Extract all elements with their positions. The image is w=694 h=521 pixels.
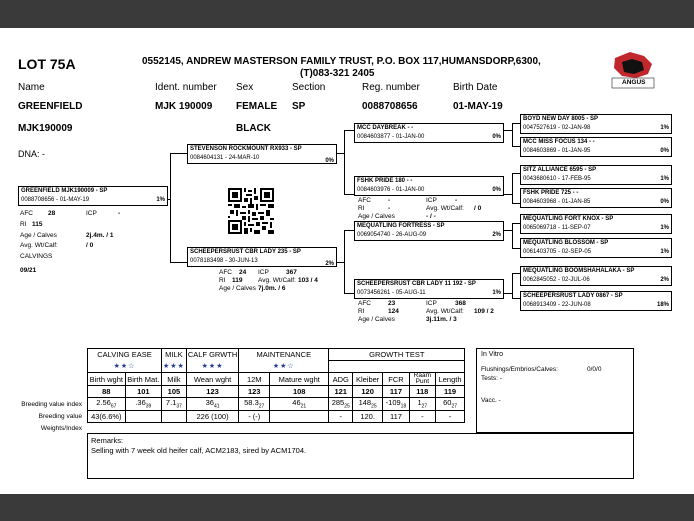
gen3-name: BOYD NEW DAY 8005 - SP — [523, 116, 599, 122]
calvings-value: 09/21 — [20, 267, 37, 274]
group-milk: MILK — [162, 349, 187, 361]
dd-name: SCHEEPERSRUST CBR LADY 11 192 - SP — [357, 281, 476, 287]
header-birth: Birth Date — [453, 82, 498, 93]
gen3-box-1 — [520, 114, 672, 134]
bv-accuracy: 37 — [176, 403, 182, 410]
sd-afc-label: AFC — [358, 197, 371, 204]
wi-cell — [270, 410, 329, 422]
gen3-name: MEQUATLING FORT KNOX - SP — [523, 216, 614, 222]
self-ri: 115 — [32, 221, 43, 228]
bv-accuracy: 27 — [421, 403, 428, 410]
gen3-reg: 0065069718 - 11-SEP-07 — [523, 225, 591, 231]
bv-cell — [409, 398, 435, 411]
pedigree-line — [170, 153, 187, 154]
dd-reg: 0073456261 - 05-AUG-11 — [357, 290, 426, 296]
group-maintenance: MAINTENANCE — [239, 349, 329, 361]
animal-ident: MJK 190009 — [155, 101, 213, 112]
self-afc-label: AFC — [20, 210, 33, 217]
bv-value: 58.3 — [244, 398, 259, 407]
ds-name: MEQUATLING FORTRESS - SP — [357, 223, 445, 229]
gen3-reg: 0084603968 - 01-JAN-85 — [523, 199, 591, 205]
bv-accuracy: 27 — [258, 403, 265, 410]
gen3-name: SITZ ALLIANCE 6595 - SP — [523, 167, 597, 173]
invitro-label: In Vitro — [481, 351, 504, 358]
header-section: Section — [292, 82, 326, 93]
gen3-box-8 — [520, 291, 672, 311]
bv-accuracy: 25 — [344, 403, 350, 410]
catalogue-page — [0, 28, 694, 494]
wi-cell: 43(6.6%) — [88, 410, 126, 422]
dam-wt-label: Avg. Wt/Calf: — [258, 277, 296, 284]
self-box-name: GREENFIELD MJK190009 - SP — [21, 188, 108, 194]
ss-index: 0% — [492, 134, 501, 140]
animal-name: GREENFIELD — [18, 101, 83, 112]
dd-age-label: Age / Calves — [358, 316, 395, 323]
dam-icp: 367 — [286, 269, 297, 276]
self-ri-label: RI — [20, 221, 27, 228]
dam-reg: 0078183498 - 30-JUN-13 — [190, 258, 258, 264]
pedigree-line — [336, 262, 344, 263]
pedigree-line — [170, 153, 171, 263]
animal-section: SP — [292, 101, 306, 112]
dd-ri: 124 — [388, 308, 399, 315]
ds-reg: 0069054740 - 26-AUG-09 — [357, 232, 427, 238]
bv-value: 2.56 — [96, 398, 111, 407]
wi-cell: 117 — [383, 410, 410, 422]
bvi-cell: 105 — [162, 386, 187, 398]
dna-label: DNA: - — [18, 149, 45, 159]
row-label-bv: Breeding value — [38, 413, 82, 420]
dam-age-label: Age / Calves — [219, 285, 256, 292]
pedigree-line — [344, 130, 354, 131]
bvi-cell: 119 — [435, 386, 464, 398]
pedigree-line — [344, 230, 354, 231]
dam-age: 7j.0m. / 6 — [258, 285, 286, 292]
flushings-value: 0/0/0 — [587, 366, 602, 373]
gen3-name: MCC MISS FOCUS 134 - - — [523, 139, 595, 145]
bv-value: .36 — [135, 398, 146, 407]
self-afc: 28 — [48, 210, 56, 217]
bv-accuracy: 67 — [110, 403, 117, 410]
pedigree-line — [344, 230, 345, 294]
pedigree-line — [503, 230, 512, 231]
gen3-index: 0% — [660, 148, 669, 154]
remarks-box — [87, 433, 634, 479]
gen3-index: 1% — [660, 125, 669, 131]
bv-value: 285 — [331, 398, 345, 407]
group-growth-test: GROWTH TEST — [329, 349, 465, 361]
col-raam-punt: Raam Punt — [409, 373, 435, 386]
side-info-box — [476, 348, 634, 433]
self-box-reg: 0088708656 - 01-MAY-19 — [21, 197, 90, 203]
bv-cell — [435, 398, 464, 411]
sire-name: STEVENSON ROCKMOUNT RX933 - SP — [190, 146, 302, 152]
sire-reg: 0084604131 - 24-MAR-10 — [190, 155, 260, 161]
bv-cell — [239, 398, 270, 411]
calvings-label: CALVINGS — [20, 253, 53, 260]
self-wean: / 0 — [86, 242, 94, 249]
bv-cell — [383, 398, 410, 411]
wi-cell: 226 (100) — [186, 410, 238, 422]
gen3-reg: 0061403705 - 02-SEP-05 — [523, 249, 592, 255]
dam-ri-label: RI — [219, 277, 226, 284]
pedigree-line — [168, 199, 171, 200]
remarks-label: Remarks: — [91, 436, 124, 445]
stars-calving-ease: ★★☆ — [88, 361, 162, 373]
pedigree-line — [344, 293, 354, 294]
group-calf-growth: CALF GRWTH — [187, 350, 238, 360]
animal-birth: 01-MAY-19 — [453, 101, 503, 112]
dam-box — [187, 247, 337, 267]
stars-calf-growth: ★★★ — [186, 361, 238, 373]
ss-name: MCC DAYBREAK - - — [357, 125, 414, 131]
header-name: Name — [18, 82, 45, 93]
dam-ri: 119 — [232, 277, 243, 284]
bv-value: 60 — [443, 398, 452, 407]
sd-wt: / 0 — [474, 205, 482, 212]
gen3-box-6 — [520, 238, 672, 258]
gen3-box-7 — [520, 266, 672, 286]
pedigree-line — [512, 146, 520, 147]
col-wean-wght: Wean wght — [186, 373, 238, 386]
stars-maintenance: ★★☆ — [239, 361, 329, 373]
col-length: Length — [435, 373, 464, 386]
wi-cell: - — [329, 410, 353, 422]
performance-table — [87, 348, 465, 423]
pedigree-line — [503, 130, 512, 131]
wi-cell: 120. — [353, 410, 383, 422]
bv-value: 7.1 — [165, 398, 177, 407]
gen3-index: 18% — [656, 302, 669, 308]
pedigree-line — [512, 223, 513, 248]
bv-cell — [162, 398, 187, 411]
gen3-box-4 — [520, 188, 672, 208]
bv-value: 148 — [358, 398, 372, 407]
gen3-reg: 0043680610 - 17-FEB-95 — [523, 176, 591, 182]
pedigree-line — [512, 123, 520, 124]
self-age-label: Age / Calves — [20, 232, 57, 239]
bvi-cell: 101 — [125, 386, 161, 398]
row-labels — [6, 399, 82, 435]
sire-box — [187, 144, 337, 164]
ss-reg: 0084603877 - 01-JAN-00 — [357, 134, 425, 140]
header-reg: Reg. number — [362, 82, 420, 93]
pedigree-line — [336, 153, 344, 154]
self-wean-label: Avg. Wt/Calf: — [20, 242, 58, 249]
gen3-box-3 — [520, 165, 672, 185]
col-kleiber: Kleiber — [353, 373, 383, 386]
gen3-name: MEQUATLING BOOMSHAHALAKA - SP — [523, 268, 635, 274]
bv-cell — [270, 398, 329, 411]
bvi-cell: 118 — [409, 386, 435, 398]
remarks-text: Selling with 7 week old heifer calf, ACM2183, sired by ACM1704. — [91, 446, 307, 455]
dd-wt-label: Avg. Wt/Calf: — [426, 308, 464, 315]
animal-sex: FEMALE — [236, 101, 278, 112]
header-ident: Ident. number — [155, 82, 217, 93]
bv-accuracy: 41 — [213, 403, 220, 410]
bv-accuracy: 25 — [371, 403, 377, 410]
wi-cell — [125, 410, 161, 422]
self-icp-label: ICP — [86, 210, 97, 217]
col-birth-mat: Birth Mat. — [125, 373, 161, 386]
col-adg: ADG — [329, 373, 353, 386]
self-icp: - — [118, 210, 121, 217]
pedigree-line — [512, 248, 520, 249]
dd-icp: 368 — [455, 300, 466, 307]
gen3-name: MEQUATLING BLOSSOM - SP — [523, 240, 609, 246]
bvi-cell: 88 — [88, 386, 126, 398]
sd-wt-label: Avg. Wt/Calf: — [426, 205, 464, 212]
bvi-cell: 120 — [353, 386, 383, 398]
sd-name: FSHK PRIDE 180 - - — [357, 178, 413, 184]
bv-accuracy: 18 — [400, 403, 407, 410]
sd-age-label: Age / Calves — [358, 213, 395, 220]
col-fcr: FCR — [383, 373, 410, 386]
sire-index: 0% — [325, 158, 334, 164]
gen3-box-2 — [520, 137, 672, 157]
dd-index: 1% — [492, 290, 501, 296]
pedigree-line — [512, 173, 513, 203]
bv-cell — [329, 398, 353, 411]
bvi-cell: 117 — [383, 386, 410, 398]
bv-accuracy: 39 — [145, 403, 152, 410]
dam-name: SCHEEPERSRUST CBR LADY 235 - SP — [190, 249, 301, 255]
dd-ri-label: RI — [358, 308, 365, 315]
ds-index: 2% — [492, 232, 501, 238]
dd-icp-label: ICP — [426, 300, 437, 307]
sire-dam-box — [354, 176, 504, 196]
bv-cell — [186, 398, 238, 411]
wi-cell — [162, 410, 187, 422]
bv-accuracy: 27 — [451, 403, 457, 410]
col-milk: Milk — [162, 373, 187, 386]
sd-index: 0% — [492, 187, 501, 193]
dam-wt: 103 / 4 — [298, 277, 318, 284]
vacc-label: Vacc. - — [481, 397, 501, 404]
col-12m: 12M — [239, 373, 270, 386]
wi-cell: - — [409, 410, 435, 422]
pedigree-line — [512, 123, 513, 146]
bvi-cell: 121 — [329, 386, 353, 398]
logo-text: ANGUS — [622, 79, 646, 86]
dam-index: 2% — [325, 261, 334, 267]
dam-afc-label: AFC — [219, 269, 232, 276]
dd-wt: 109 / 2 — [474, 308, 494, 315]
flushings-label: Flushings/Embrios/Calves: — [481, 366, 558, 373]
gen3-reg: 0047527619 - 02-JAN-98 — [523, 125, 591, 131]
gen3-box-5 — [520, 214, 672, 234]
dam-dam-box — [354, 279, 504, 299]
self-box-index: 1% — [156, 197, 165, 203]
sd-icp: - — [455, 197, 458, 204]
animal-code: MJK190009 — [18, 123, 73, 134]
bv-value: 1 — [417, 398, 422, 407]
gen3-index: 1% — [660, 176, 669, 182]
sire-sire-box — [354, 123, 504, 143]
sd-age: - / - — [426, 213, 436, 220]
bvi-cell: 123 — [239, 386, 270, 398]
wi-cell: - — [435, 410, 464, 422]
dd-afc: 23 — [388, 300, 396, 307]
bv-cell — [125, 398, 161, 411]
owner-phone: (T)083-321 2405 — [300, 68, 375, 79]
bv-cell — [88, 398, 126, 411]
gen3-reg: 0068913409 - 22-JUN-08 — [523, 302, 591, 308]
sd-ri: - — [388, 205, 391, 212]
lot-number: LOT 75A — [18, 56, 76, 72]
bvi-cell: 108 — [270, 386, 329, 398]
gen3-index: 1% — [660, 249, 669, 255]
tests-label: Tests: - — [481, 375, 502, 382]
bv-value: 46 — [292, 398, 301, 407]
header-sex: Sex — [236, 82, 254, 93]
gen3-reg: 0084603869 - 01-JAN-95 — [523, 148, 591, 154]
dam-afc: 24 — [239, 269, 247, 276]
bv-cell — [353, 398, 383, 411]
pedigree-line — [503, 194, 512, 195]
gen3-name: FSHK PRIDE 725 - - — [523, 190, 579, 196]
owner-line: 0552145, ANDREW MASTERSON FAMILY TRUST, P.O. BOX 117,HUMANSDORP,6300, — [142, 56, 541, 67]
sd-icp-label: ICP — [426, 197, 437, 204]
stars-milk: ★★★ — [162, 361, 187, 373]
gen3-reg: 0062845052 - 02-JUL-06 — [523, 277, 590, 283]
dam-icp-label: ICP — [258, 269, 269, 276]
pedigree-line — [512, 173, 520, 174]
bvi-cell: 123 — [186, 386, 238, 398]
gen3-index: 0% — [660, 199, 669, 205]
gen3-index: 1% — [660, 225, 669, 231]
animal-colour: BLACK — [236, 123, 271, 134]
sd-reg: 0084603976 - 01-JAN-00 — [357, 187, 425, 193]
pedigree-line — [512, 273, 520, 274]
pedigree-line — [170, 262, 187, 263]
pedigree-line — [512, 298, 520, 299]
wi-cell: - (-) — [239, 410, 270, 422]
sd-ri-label: RI — [358, 205, 365, 212]
self-pedigree-box — [18, 186, 168, 206]
pedigree-line — [344, 194, 354, 195]
col-mature-wght: Mature wght — [270, 373, 329, 386]
sd-afc: - — [388, 197, 391, 204]
group-calving-ease: CALVING EASE — [88, 349, 162, 361]
dam-sire-box — [354, 221, 504, 241]
dd-afc-label: AFC — [358, 300, 371, 307]
qr-code — [228, 188, 274, 234]
row-label-wi: Weights/Index — [40, 425, 82, 432]
bv-value: -109 — [385, 398, 401, 407]
bv-accuracy: 21 — [300, 403, 307, 410]
pedigree-line — [512, 203, 520, 204]
gen3-name: SCHEEPERSRUST LADY 0867 - SP — [523, 293, 623, 299]
self-age: 2j.4m. / 1 — [86, 232, 114, 239]
dd-age: 3j.11m. / 3 — [426, 316, 457, 323]
pedigree-line — [344, 130, 345, 195]
pedigree-line — [503, 293, 512, 294]
pedigree-line — [512, 223, 520, 224]
bv-value: 36 — [205, 398, 214, 407]
angus-logo — [610, 50, 656, 90]
col-birth-wght: Birth wght — [88, 373, 126, 386]
row-label-bvi: Breeding value index — [21, 401, 82, 408]
animal-reg: 0088708656 — [362, 101, 418, 112]
gen3-index: 2% — [660, 277, 669, 283]
pedigree-line — [512, 273, 513, 298]
